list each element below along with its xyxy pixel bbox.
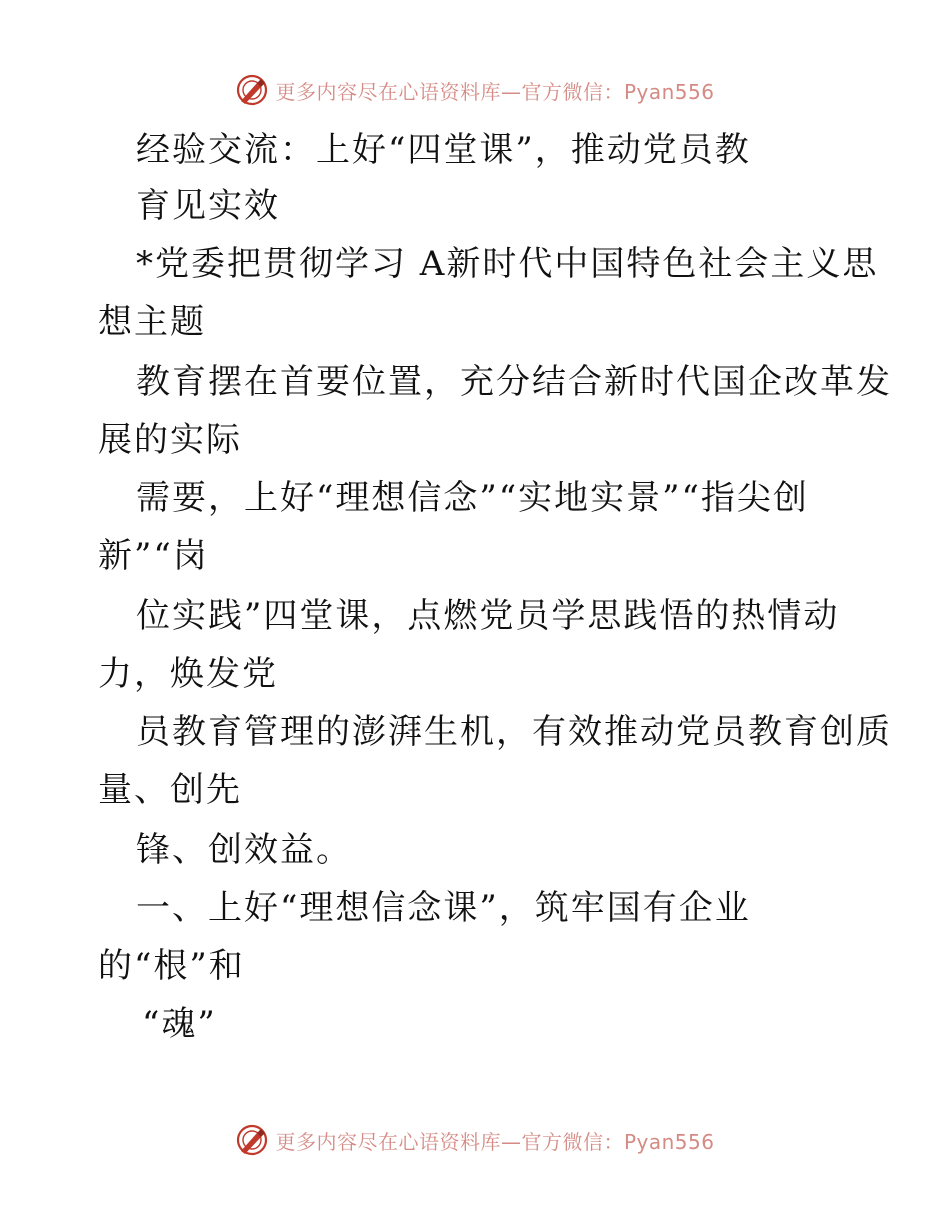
watermark-text: 更多内容尽在心语资料库—官方微信：Pyan556 — [275, 1129, 715, 1154]
text-line: *党委把贯彻学习 A新时代中国特色社会主义思 — [136, 244, 879, 284]
section-heading-continued: 的“根”和 — [98, 946, 245, 986]
text-line: 锋、创效益。 — [136, 830, 352, 870]
section-heading-continued: “魂” — [142, 1004, 217, 1044]
text-line: 经验交流：上好“四堂课”，推动党员教 — [136, 130, 751, 170]
text-line: 新”“岗 — [98, 536, 209, 576]
text-line: 量、创先 — [98, 770, 242, 810]
text-line: 位实践”四堂课，点燃党员学思践悟的热情动 — [136, 596, 840, 636]
section-heading: 一、上好“理想信念课”，筑牢国有企业 — [136, 888, 751, 928]
text-line: 需要，上好“理想信念”“实地实景”“指尖创 — [136, 478, 809, 518]
text-line: 展的实际 — [98, 420, 242, 460]
header-watermark — [0, 70, 950, 110]
text-line: 想主题 — [98, 302, 206, 342]
pen-logo-icon — [235, 1123, 269, 1157]
text-line: 育见实效 — [136, 186, 280, 226]
text-line: 力，焕发党 — [98, 654, 278, 694]
pen-logo-icon — [235, 73, 269, 107]
text-line: 员教育管理的澎湃生机，有效推动党员教育创质 — [136, 712, 892, 752]
footer-watermark — [0, 1120, 950, 1160]
watermark-text: 更多内容尽在心语资料库—官方微信：Pyan556 — [275, 79, 715, 104]
text-line: 教育摆在首要位置，充分结合新时代国企改革发 — [136, 362, 892, 402]
